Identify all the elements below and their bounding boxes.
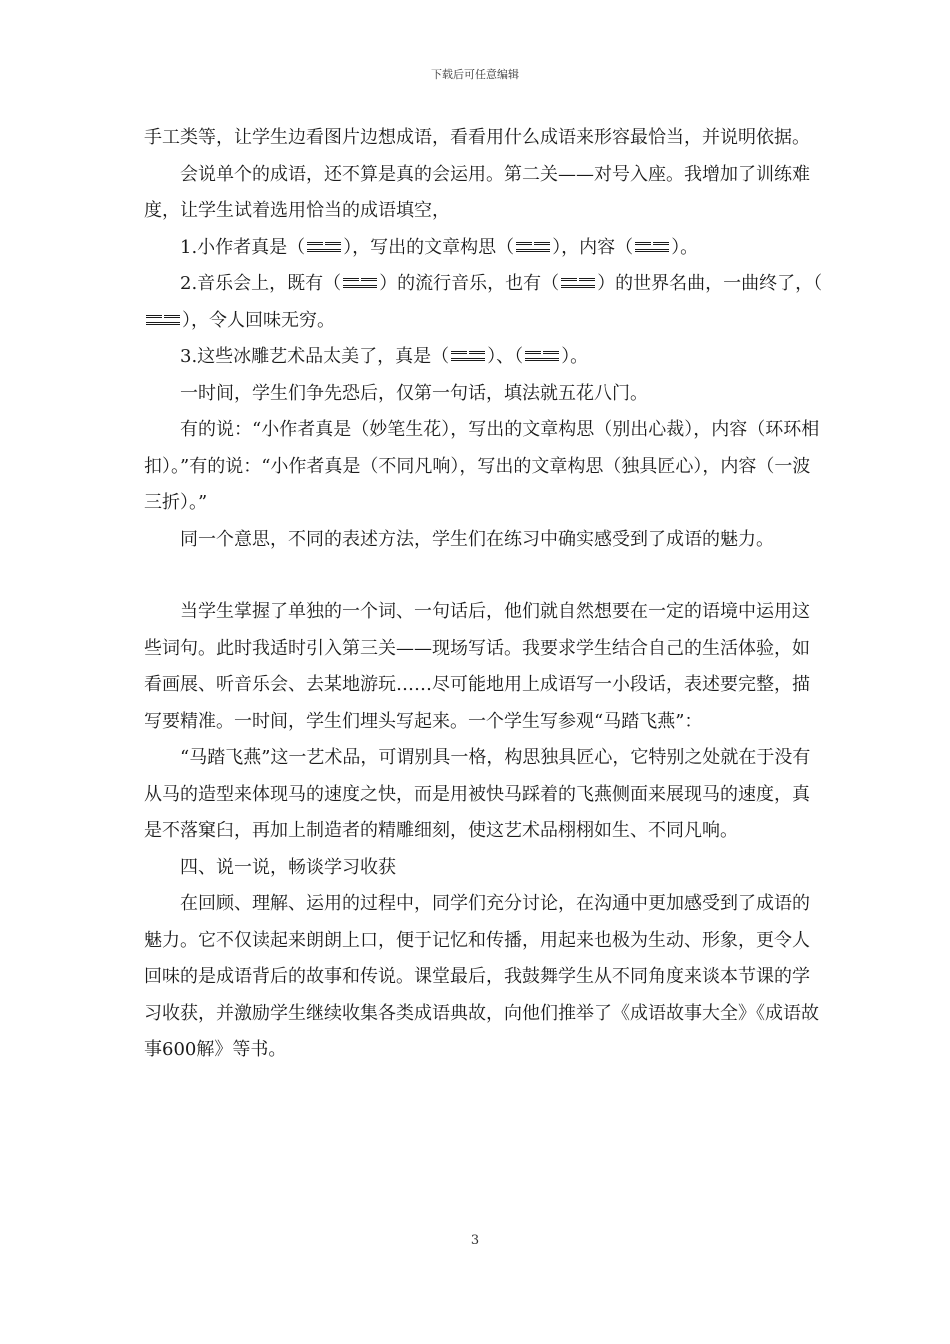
paragraph-answers: 有的说：“小作者真是（妙笔生花），写出的文章构思（别出心裁），内容（环环相扣）。”有的说：“小作者真是（不同凡响），写出的文章构思（独具匠心），内容（一波三折）。” <box>144 419 820 513</box>
section-heading: 四、说一说，畅谈学习收获 <box>180 856 396 878</box>
paragraph-reaction: 一时间，学生们争先恐后，仅第一句话，填法就五花八门。 <box>180 382 648 404</box>
blank-box <box>516 241 550 255</box>
blank-box <box>561 277 595 291</box>
blank-box <box>451 350 485 364</box>
paragraph-second-level: 会说单个的成语，还不算是真的会运用。第二关——对号入座。我增加了训练难度，让学生试着选用恰当的成语填空， <box>144 163 810 221</box>
blank-box <box>307 241 341 255</box>
blank-box <box>343 277 377 291</box>
paragraph-gap <box>144 558 824 594</box>
paragraph-conclusion: 在回顾、理解、运用的过程中，同学们充分讨论，在沟通中更加感受到了成语的魅力。它不仅读起来朗朗上口，便于记忆和传播，用起来也极为生动、形象，更令人回味的是成语背后的故事和传说。课堂最后，我鼓舞学生从不同角度来谈本节课的学习收获，并激励学生继续收集各类成语典故，向他们推举了《成语故事大全》《成语故事600解》等书。 <box>144 893 819 1060</box>
paragraph-student-writing: “马踏飞燕”这一艺术品，可谓别具一格，构思独具匠心，它特别之处就在于没有从马的造型来体现马的速度之快，而是用被快马踩着的飞燕侧面来展现马的速度，真是不落窠臼，再加上制造者的精雕细刻，使这艺术品栩栩如生、不同凡响。 <box>144 747 811 841</box>
exercise-3: 3.这些冰雕艺术品太美了，真是（ ）、（ ）。 <box>180 346 589 367</box>
page-header: 下载后可任意编辑 <box>431 68 519 81</box>
paragraph-third-level: 当学生掌握了单独的一个词、一句话后，他们就自然想要在一定的语境中运用这些词句。此时我适时引入第三关——现场写话。我要求学生结合自己的生活体验，如看画展、听音乐会、去某地游玩……尽可能地用上成语写一小段话，表述要完整，描写要精准。一时间，学生们埋头写起来。一个学生写参观“马踏飞燕”： <box>144 601 810 732</box>
document-body <box>144 120 824 1069</box>
paragraph-intro: 手工类等，让学生边看图片边想成语，看看用什么成语来形容最恰当，并说明依据。 <box>144 127 810 148</box>
blank-box <box>525 350 559 364</box>
exercise-2: 2.音乐会上，既有（ ）的流行音乐，也有（ ）的世界名曲，一曲终了，（ ），令人回味无穷。 <box>144 266 824 339</box>
blank-box <box>146 314 180 328</box>
page-number: 3 <box>470 1233 480 1248</box>
exercise-1: 1.小作者真是（ ），写出的文章构思（ ），内容（ ）。 <box>180 236 699 258</box>
paragraph-summary: 同一个意思，不同的表述方法，学生们在练习中确实感受到了成语的魅力。 <box>180 528 774 550</box>
blank-box <box>635 241 669 255</box>
